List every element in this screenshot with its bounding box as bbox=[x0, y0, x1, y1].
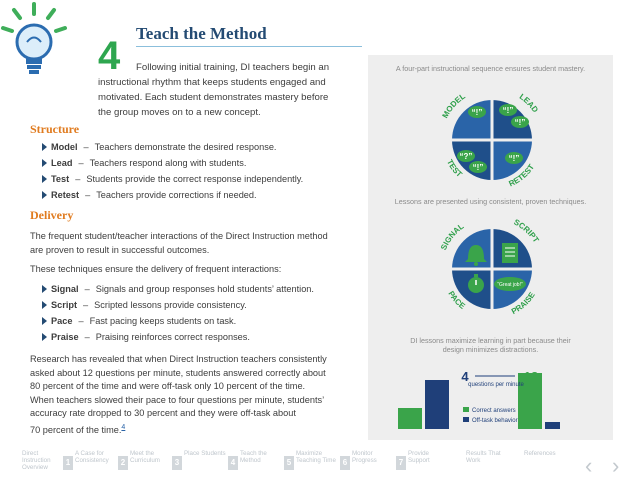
delivery-list bbox=[42, 281, 314, 345]
list-item: Lead – Teachers respond along with students. bbox=[42, 155, 303, 171]
nav-item[interactable]: Provide Support bbox=[408, 450, 430, 464]
list-item: Praise – Praising reinforces correct responses. bbox=[42, 329, 314, 345]
arrow-icon bbox=[42, 333, 47, 341]
list-item: Signal – Signals and group responses hold students’ attention. bbox=[42, 281, 314, 297]
svg-text:LEAD bbox=[518, 92, 540, 114]
sequence-wheel bbox=[430, 78, 554, 202]
nav-item[interactable]: Place Students bbox=[184, 450, 226, 457]
nav-item[interactable]: Meet the Curriculum bbox=[130, 450, 160, 464]
nav-item[interactable]: Direct Instruction Overview bbox=[22, 450, 51, 471]
arrow-icon bbox=[42, 159, 47, 167]
label-lead: LEAD bbox=[517, 92, 540, 115]
legend-correct: Correct answers bbox=[472, 408, 516, 414]
arrow-icon bbox=[42, 285, 47, 293]
nav-number[interactable]: 2 bbox=[118, 456, 128, 470]
structure-heading: Structure bbox=[30, 122, 80, 136]
footnote-link[interactable]: 4 bbox=[121, 423, 126, 431]
techniques-wheel bbox=[430, 207, 554, 331]
structure-list bbox=[42, 139, 303, 203]
bar-offtask-slow bbox=[425, 380, 449, 429]
arrow-icon bbox=[42, 301, 47, 309]
nav-item[interactable]: Maximize Teaching Time bbox=[296, 450, 336, 464]
label-script: SCRIPT bbox=[512, 217, 541, 245]
lightbulb-icon bbox=[0, 0, 72, 90]
arrow-icon bbox=[42, 191, 47, 199]
bar-correct-slow bbox=[398, 408, 422, 429]
nav-item[interactable]: References bbox=[524, 450, 556, 457]
next-arrow-icon[interactable]: › bbox=[612, 453, 620, 478]
nav-number[interactable]: 5 bbox=[284, 456, 294, 470]
list-item: Retest – Teachers provide corrections if needed. bbox=[42, 187, 303, 203]
caption-sequence: A four-part instructional sequence ensures student mastery. bbox=[395, 64, 586, 73]
caption-techniques: Lessons are presented using consistent, proven techniques. bbox=[394, 197, 587, 206]
bubble: “!” bbox=[508, 154, 520, 163]
nav-item[interactable]: Monitor Progress bbox=[352, 450, 377, 464]
nav-item[interactable]: Teach the Method bbox=[240, 450, 267, 464]
nav-number[interactable]: 1 bbox=[63, 456, 73, 470]
delivery-heading: Delivery bbox=[30, 208, 74, 222]
bubble: “!” bbox=[502, 106, 514, 115]
intro-line: motivated. Each student demonstrates mastery before bbox=[98, 92, 329, 103]
arrow-icon bbox=[42, 175, 47, 183]
bubble: “?” bbox=[459, 152, 473, 161]
intro-line: Following initial training, DI teachers begin an bbox=[136, 62, 330, 73]
praise-bubble: “Great job!” bbox=[497, 282, 523, 288]
title-divider bbox=[136, 46, 362, 47]
category-label-slow: 4 bbox=[461, 369, 469, 384]
label-test: TEST bbox=[444, 158, 464, 180]
delivery-lead-in: These techniques ensure the delivery of frequent interactions: bbox=[30, 264, 282, 274]
nav-item[interactable]: A Case for Consistency bbox=[75, 450, 109, 464]
bubble: “!” bbox=[514, 118, 526, 127]
legend-swatch-correct bbox=[463, 407, 469, 412]
chart-title: questions per minute bbox=[468, 382, 524, 388]
intro-line: instructional rhythm that keeps students engaged and bbox=[98, 77, 326, 88]
research-paragraph: Research has revealed that when Direct Instruction teachers consistently asked about 12 questions per minute, students answered correctly about 80 percent of the time and were off-task only 10 percent of the time. When teachers slowed their pace to four questions per minute, students’ accuracy rate dropped to 30 percent and they were off-task about 70 percent of the time.$^4$ bbox=[30, 354, 327, 435]
page-title: Teach the Method bbox=[136, 24, 267, 43]
nav-number[interactable]: 3 bbox=[172, 456, 182, 470]
nav-number[interactable]: 6 bbox=[340, 456, 350, 470]
nav-item[interactable]: Results That Work bbox=[466, 450, 501, 464]
intro-line: the group moves on to a new concept. bbox=[98, 107, 261, 118]
list-item: Pace – Fast pacing keeps students on task. bbox=[42, 313, 314, 329]
label-signal: SIGNAL bbox=[439, 221, 466, 252]
legend-swatch-offtask bbox=[463, 417, 469, 422]
nav-number[interactable]: 7 bbox=[396, 456, 406, 470]
pace-chart bbox=[395, 363, 560, 433]
step-number: 4 bbox=[98, 34, 121, 78]
list-item: Test – Students provide the correct response independently. bbox=[42, 171, 303, 187]
bar-offtask-fast bbox=[545, 422, 560, 429]
bubble: “!” bbox=[471, 108, 483, 117]
delivery-intro: The frequent student/teacher interactions of the Direct Instruction method are proven to result in successful outcomes. bbox=[30, 231, 328, 255]
list-item: Script – Scripted lessons provide consistency. bbox=[42, 297, 314, 313]
label-model: MODEL bbox=[440, 91, 467, 120]
caption-distractions: DI lessons maximize learning in part because their design minimizes distractions. bbox=[410, 336, 571, 354]
bubble: “!” bbox=[472, 163, 484, 172]
category-label-fast: 12 bbox=[523, 369, 539, 384]
label-praise: PRAISE bbox=[509, 290, 537, 317]
nav-number[interactable]: 4 bbox=[228, 456, 238, 470]
prev-arrow-icon[interactable]: ‹ bbox=[585, 453, 593, 478]
label-retest: RETEST bbox=[507, 162, 537, 189]
arrow-icon bbox=[42, 317, 47, 325]
list-item: Model – Teachers demonstrate the desired response. bbox=[42, 139, 303, 155]
label-pace: PACE bbox=[446, 289, 467, 311]
intro-paragraph bbox=[98, 60, 352, 120]
script-document-icon bbox=[502, 243, 518, 263]
arrow-icon bbox=[42, 143, 47, 151]
legend-offtask: Off-task behavior bbox=[472, 418, 518, 424]
